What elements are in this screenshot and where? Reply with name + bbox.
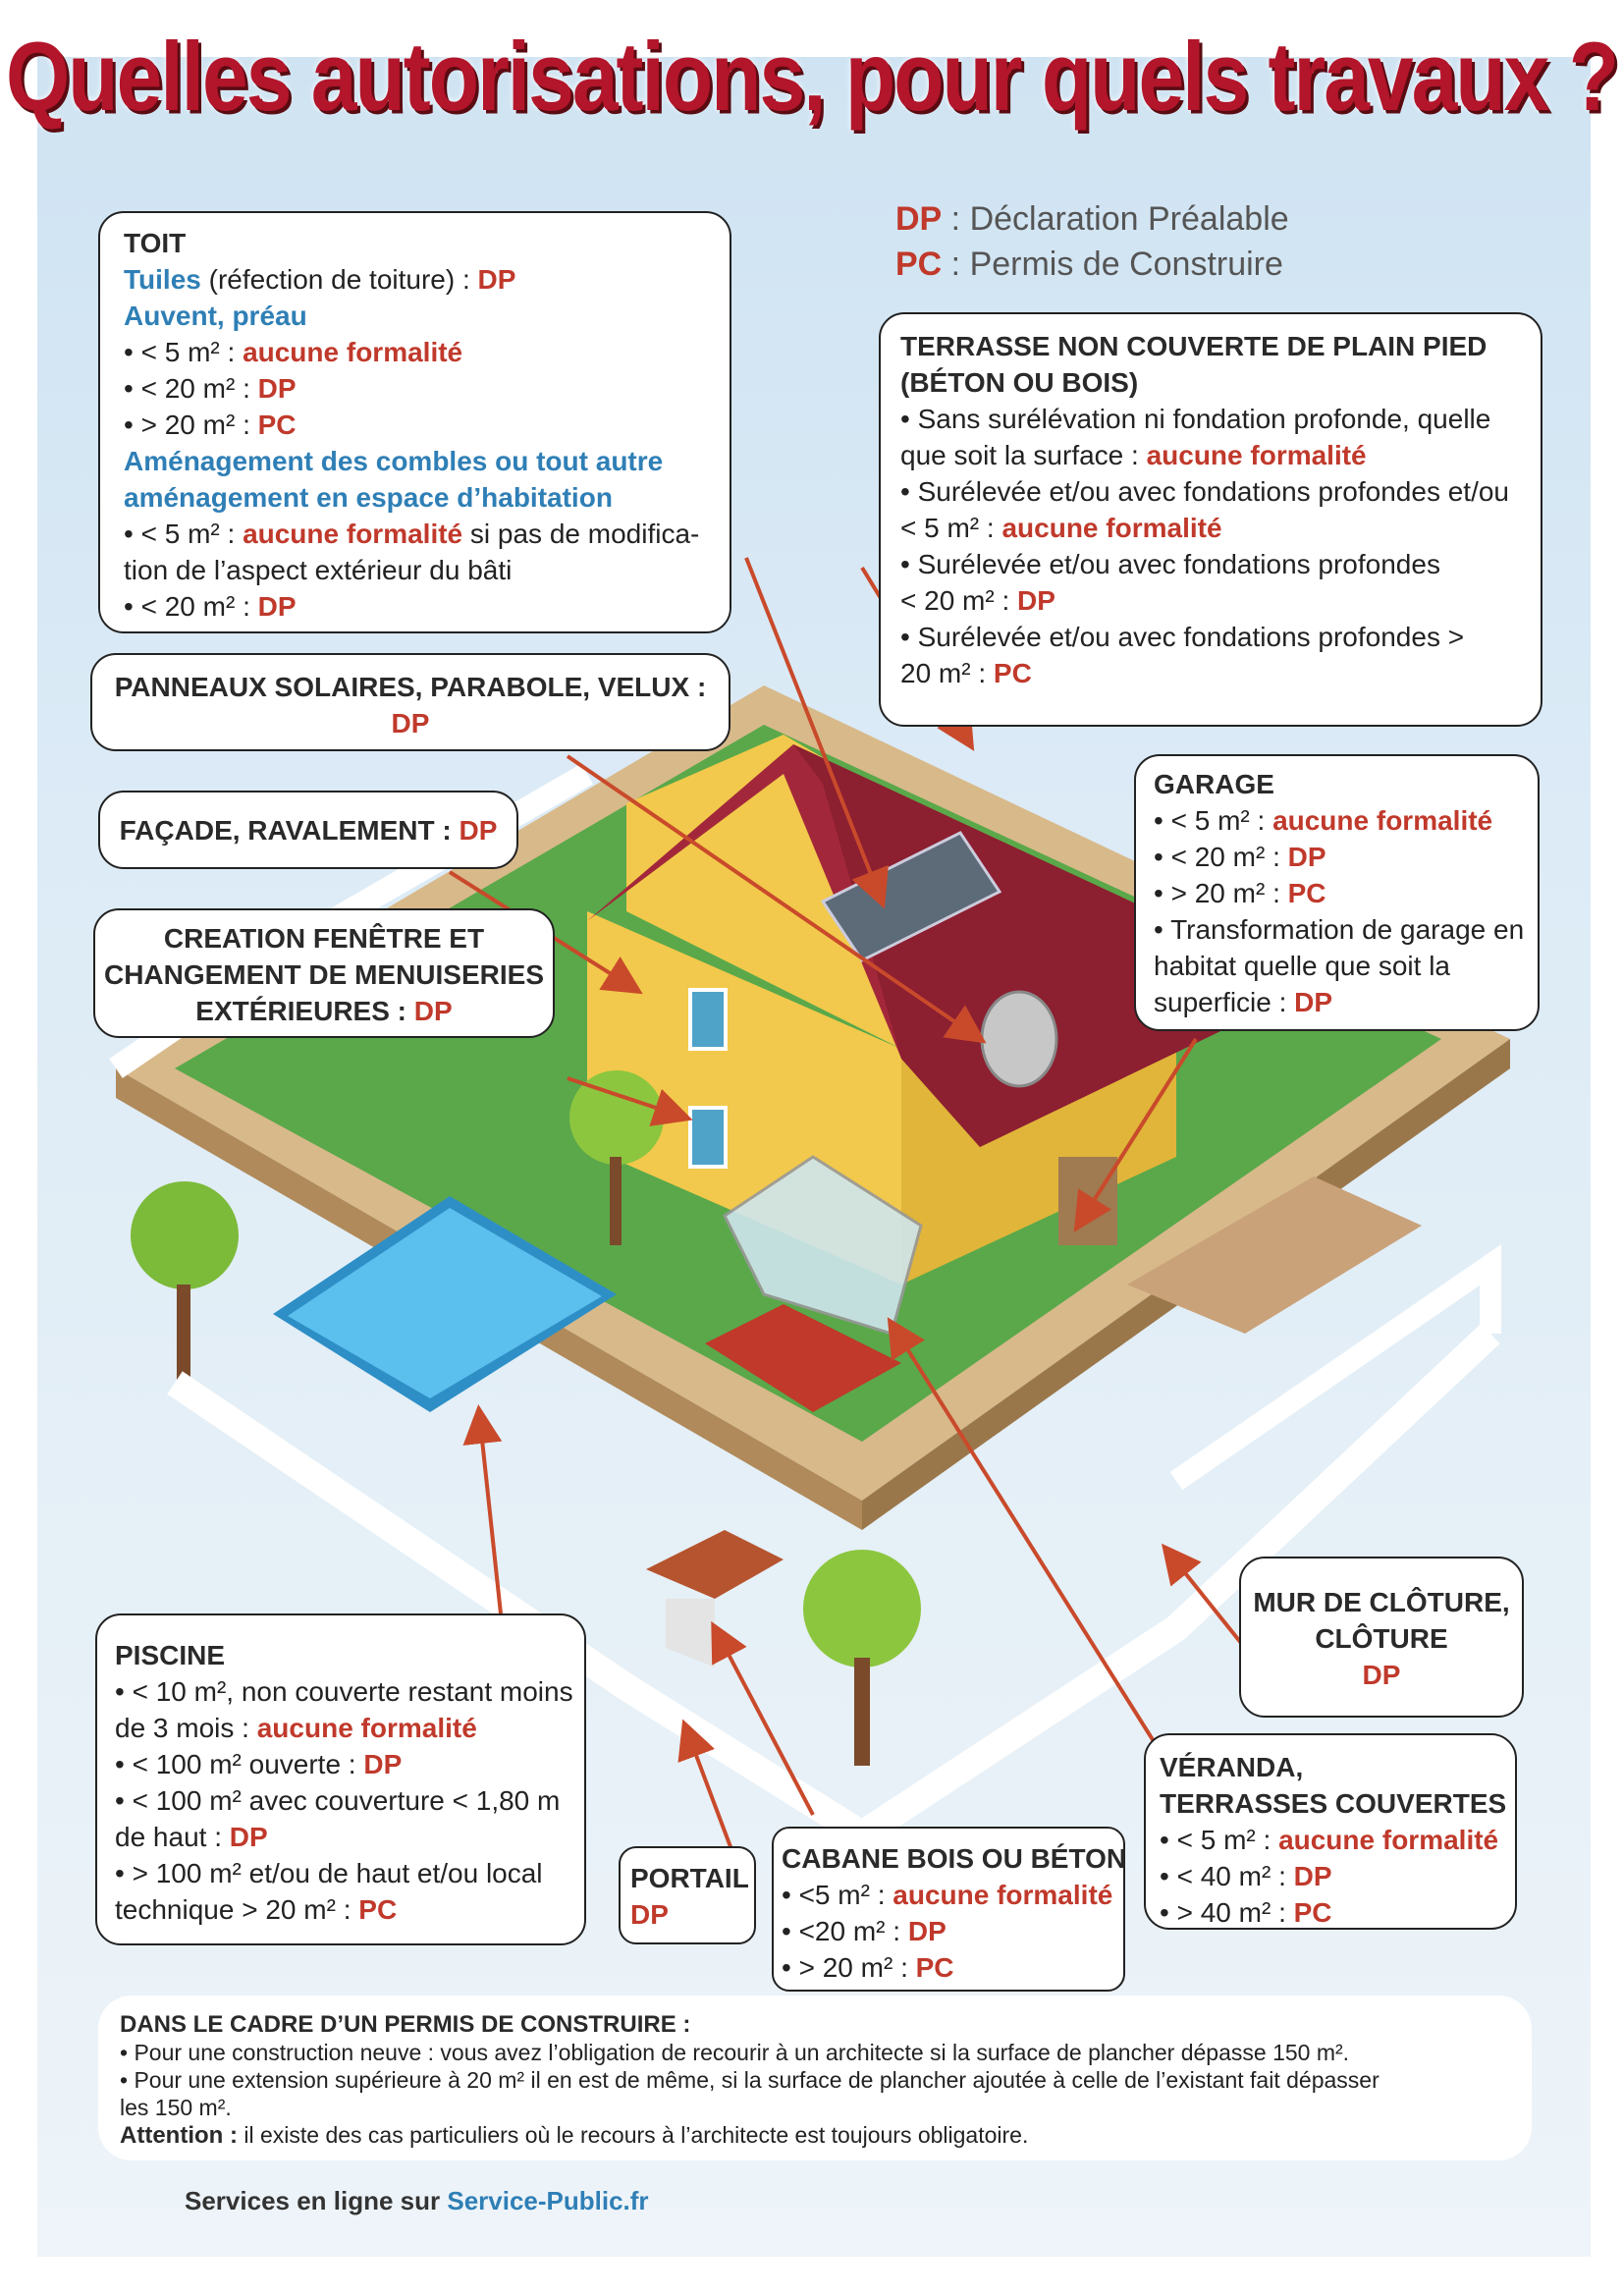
cabane [646,1530,784,1599]
garage-box: GARAGE • < 5 m² : aucune formalité • < 20 m² : DP • > 20 m² : PC • Transformation de garage en habitat quelle que soit la superficie : DP [1134,754,1540,1031]
mur-box: MUR DE CLÔTURE, CLÔTURE DP [1239,1557,1524,1718]
cabane-box: CABANE BOIS OU BÉTON • <5 m² : aucune formalité • <20 m² : DP • > 20 m² : PC [772,1827,1125,1992]
legend-pc-abbr: PC [895,246,943,283]
legend: DP : Déclaration Préalable PC : Permis de Construire [895,200,1289,283]
toit-heading: TOIT [124,228,187,258]
tree-front [803,1550,921,1667]
tree-left [131,1181,239,1289]
legend-dp-text: Déclaration Préalable [969,200,1289,238]
legend-dp-abbr: DP [895,200,943,238]
panneaux-box: PANNEAUX SOLAIRES, PARABOLE, VELUX : DP [90,653,730,751]
permis-note: DANS LE CADRE D’UN PERMIS DE CONSTRUIRE : • Pour une construction neuve : vous avez l’obligation de recourir à un architecte si la surface de plancher dépasse 150 m². • Pour une extension supérieure à 20 m² il en est de même, si la surface de plancher ajoutée à celle de l’existant fait dépasser les 150 m². Attention : il existe des cas particuliers où le recours à l’architecte est toujours obligatoire. [98,1995,1532,2160]
portail-box: PORTAIL DP [619,1846,756,1944]
satellite-dish [982,992,1056,1086]
terrasse-box: TERRASSE NON COUVERTE DE PLAIN PIED (BÉTON OU BOIS) • Sans surélévation ni fondation profonde, quelle que soit la surface : aucune formalité • Surélevée et/ou avec fondations profondes et/ou < 5 m² : aucune formalité • Surélevée et/ou avec fondations profondes < 20 m² : DP • Surélevée et/ou avec fondations profondes > 20 m² : PC [879,312,1542,727]
services-line: Services en ligne sur Service-Public.fr [185,2186,649,2215]
piscine-box: PISCINE • < 10 m², non couverte restant moins de 3 mois : aucune formalité • < 100 m² ouverte : DP • < 100 m² avec couverture < 1,80 m de haut : DP • > 100 m² et/ou de haut et/ou local technique > 20 m² : PC [95,1613,586,1945]
fenetre-box: CREATION FENÊTRE ET CHANGEMENT DE MENUISERIES EXTÉRIEURES : DP [93,908,555,1038]
veranda-box: VÉRANDA, TERRASSES COUVERTES • < 5 m² : aucune formalité • < 40 m² : DP • > 40 m² : PC [1144,1733,1517,1930]
page-title: Quelles autorisations, pour quels travaux ? [5,22,1618,132]
service-public-link[interactable]: Service-Public.fr [447,2186,649,2215]
toit-box: TOIT Tuiles (réfection de toiture) : DP Auvent, préau • < 5 m² : aucune formalité • < 20 m² : DP • > 20 m² : PC Aménagement des combles ou tout autre aménagement en espace d’habitation • < 5 m² : aucune formalité si pas de modifica- tion de l’aspect extérieur du bâti • < 20 m² : DP [98,211,731,633]
facade-box: FAÇADE, RAVALEMENT : DP [98,791,518,869]
auvent-label: Auvent, préau [124,301,307,331]
legend-pc-text: Permis de Construire [969,246,1283,283]
